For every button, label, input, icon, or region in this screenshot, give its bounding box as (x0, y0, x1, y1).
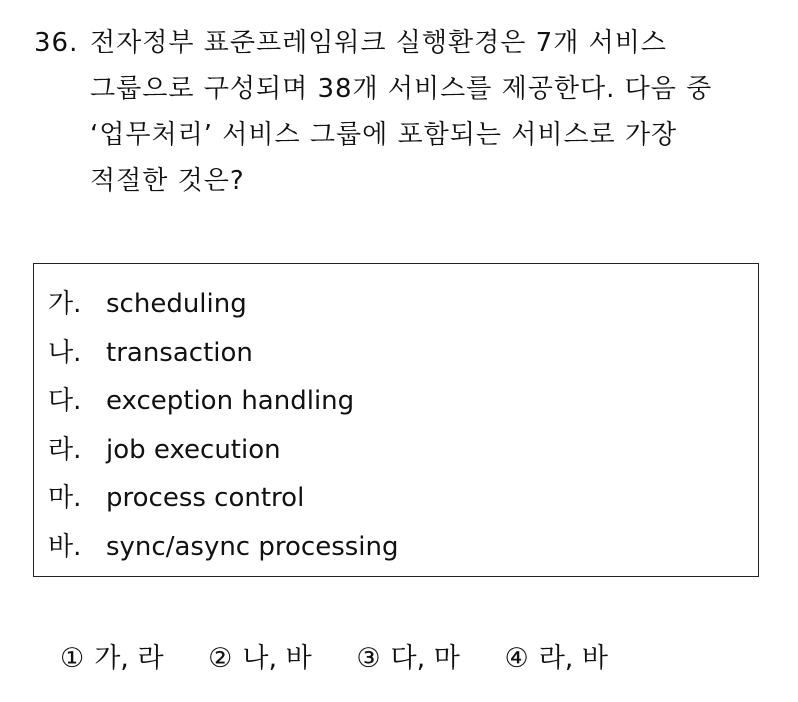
choice-2[interactable] (208, 636, 312, 682)
question-line-1 (34, 20, 779, 66)
item-marker: 가. (48, 289, 82, 319)
item-marker: 마. (48, 483, 82, 513)
question-text-line-2: 그룹으로 구성되며 38개 서비스를 제공한다. 다음 중 (90, 74, 713, 104)
question-text-line-3: ‘업무처리’ 서비스 그룹에 포함되는 서비스로 가장 (90, 120, 678, 150)
item-ba (48, 523, 758, 572)
item-marker: 다. (48, 386, 82, 416)
item-na (48, 329, 758, 378)
item-text: job execution (106, 434, 281, 465)
choice-number: ③ (356, 643, 381, 674)
item-ra (48, 426, 758, 475)
choice-text: 나, 바 (242, 643, 312, 674)
choice-number: ② (208, 643, 233, 674)
question-number: 36. (34, 28, 79, 58)
item-marker: 라. (48, 434, 82, 465)
item-text: scheduling (106, 289, 247, 319)
answer-choices (60, 636, 644, 682)
item-ma (48, 474, 758, 523)
choice-text: 다, 마 (390, 643, 460, 674)
choice-1[interactable] (60, 636, 164, 682)
question-stem (34, 20, 779, 204)
choice-number: ④ (504, 643, 529, 674)
item-text: transaction (106, 337, 253, 368)
item-text: exception handling (106, 386, 355, 416)
item-marker: 바. (48, 531, 82, 562)
choice-4[interactable] (504, 636, 608, 682)
question-text-line-4: 적절한 것은? (90, 166, 245, 196)
choice-text: 가, 라 (94, 643, 164, 674)
item-ga (48, 280, 758, 329)
question-text-line-1: 전자정부 표준프레임워크 실행환경은 7개 서비스 (90, 28, 667, 58)
item-text: sync/async processing (106, 531, 399, 562)
items-box (33, 263, 759, 577)
item-da (48, 377, 758, 426)
item-marker: 나. (48, 337, 82, 368)
choice-3[interactable] (356, 636, 460, 682)
item-text: process control (106, 483, 305, 513)
choice-text: 라, 바 (538, 643, 609, 674)
choice-number: ① (60, 643, 85, 674)
